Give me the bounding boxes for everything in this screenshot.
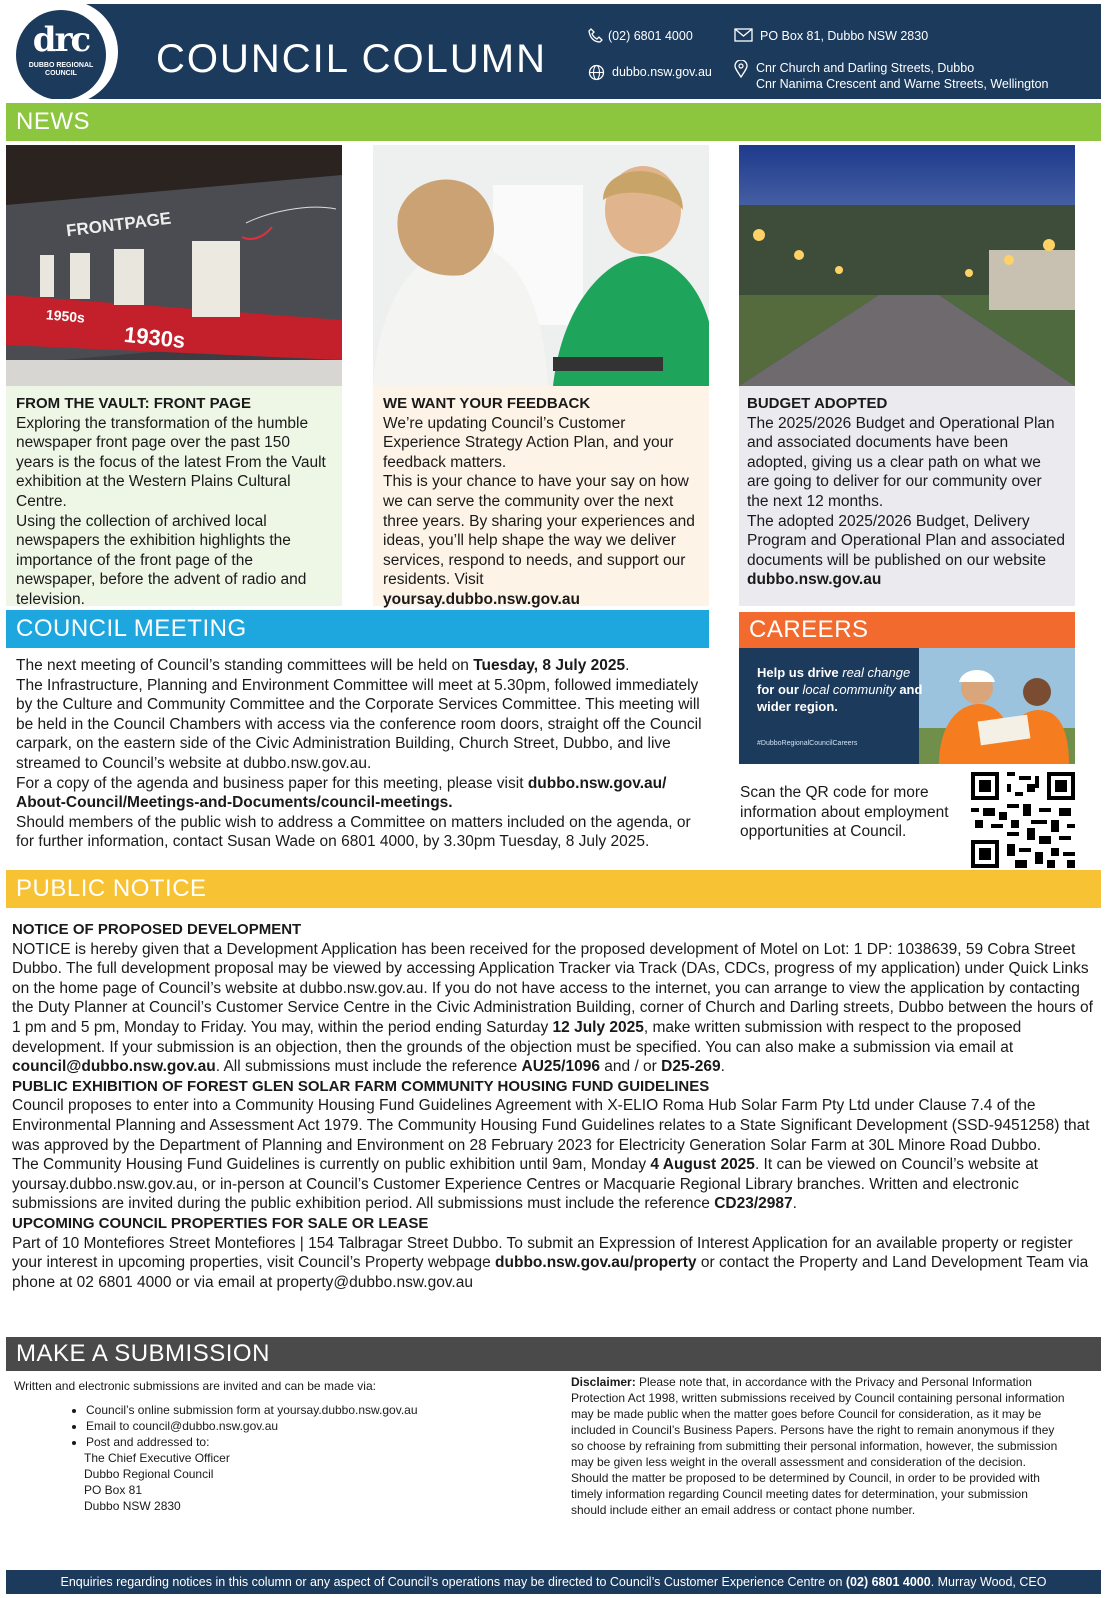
text-run: local community (802, 682, 896, 697)
submission-intro: Written and electronic submissions are invited and can be made via: (14, 1379, 376, 1393)
article-paragraph: The adopted 2025/2026 Budget, Delivery Program and Operational Plan and associated documents will be published on our website (747, 512, 1065, 569)
article-paragraph: We’re updating Council’s Customer Experience Strategy Action Plan, and your feedback matters. (383, 414, 674, 471)
property-link[interactable]: dubbo.nsw.gov.au/property (495, 1254, 697, 1272)
meeting-agenda-paragraph (16, 774, 706, 813)
notice-paragraph (12, 940, 1097, 1077)
website-link[interactable]: dubbo.nsw.gov.au (612, 65, 712, 79)
list-item: • Council’s online submission form at yoursay.dubbo.nsw.gov.au (86, 1402, 554, 1418)
logo-mark: drc (32, 20, 90, 60)
article-paragraph: Exploring the transformation of the humble newspaper front page over the past 150 years is the focus of the latest From the Vault exhibition at the Western Plains Cultural Centre. (16, 414, 326, 510)
text-run: . (625, 657, 630, 674)
notice-paragraph (12, 1234, 1097, 1293)
notice-title: UPCOMING COUNCIL PROPERTIES FOR SALE OR LEASE (12, 1214, 429, 1232)
website-link[interactable]: dubbo.nsw.gov.au (747, 571, 882, 589)
text-run: . (792, 1195, 797, 1213)
public-notice-heading: PUBLIC NOTICE (6, 870, 1101, 908)
text-run: . Murray Wood, CEO (930, 1575, 1047, 1589)
council-meeting-body (16, 656, 706, 870)
careers-banner[interactable] (739, 648, 1075, 764)
location-pin-icon (734, 60, 748, 78)
address-line: Dubbo Regional Council (84, 1467, 214, 1481)
phone-number: (02) 6801 4000 (608, 29, 693, 43)
customer-service-photo (373, 145, 709, 386)
phone-icon (588, 28, 604, 44)
text-run: real change (842, 665, 911, 680)
address-line: PO Box 81 (84, 1483, 143, 1497)
text-run: Part of 10 Montefiores Street Montefiores | 154 Talbragar Street Dubbo. To submit an Expression of Interest Application for an available property or register your interest in upcoming properties, visit Council’s Property webpage (12, 1234, 1073, 1272)
make-submission-heading: MAKE A SUBMISSION (6, 1337, 1101, 1371)
deadline-date: 12 July 2025 (552, 1018, 644, 1036)
text-run: NOTICE is hereby given that a Development Application has been received for the proposed development of Motel on Lot: 1 DP: 1038639, 59 Cobra Street Dubbo. The full development proposal may be viewed by accessing Application Tracker via Track (DAs, CDCs, progress of my application) under Quick Links on the home page of Council’s website at dubbo.nsw.gov.au. If you do not have access to the internet, you can arrange to view the application by contacting the Duty Planner at Council’s Customer Service Centre in the Civic Administration Building, corner of Church and Darling streets, Dubbo between the hours of 1 pm and 5 pm, Monday to Friday. You may, within the period ending Saturday (12, 940, 1093, 1036)
meetings-link[interactable]: dubbo.nsw.gov.au/ About-Council/Meetings-and-Documents/council-meetings. (16, 774, 667, 812)
disclaimer (571, 1374, 1065, 1518)
photo-caption-1930s: 1930s (122, 321, 187, 354)
street-night-photo (739, 145, 1075, 386)
masthead (6, 4, 1101, 99)
footer (6, 1570, 1101, 1594)
postal-address: PO Box 81, Dubbo NSW 2830 (760, 29, 929, 43)
street-illustration (739, 145, 1075, 386)
list-item: • Email to council@dubbo.nsw.gov.au (86, 1418, 554, 1434)
exhibition-date: 4 August 2025 (650, 1156, 755, 1174)
text-run: or contact the Property and Land Development Team via phone at 02 6801 4000 or via email at property@dubbo.nsw.gov.au (12, 1254, 1089, 1291)
notice-title: PUBLIC EXHIBITION OF FOREST GLEN SOLAR FARM COMMUNITY HOUSING FUND GUIDELINES (12, 1077, 710, 1095)
council-email-link[interactable]: council@dubbo.nsw.gov.au (12, 1058, 216, 1076)
meeting-details-paragraph: The Infrastructure, Planning and Environment Committee will meet at 5.30pm, followed immediately by the Culture and Community Committee and the Corporate Services Committee. This meeting will be held in the Council Chambers with access via the conference room doors, straight off the Council carpark, on the eastern side of the Civic Administration Building, Church Street, Dubbo, and live streamed to Council’s website at dubbo.nsw.gov.au. (16, 676, 702, 772)
postal-contact (734, 28, 994, 46)
address-wellington: Cnr Nanima Crescent and Warne Streets, Wellington (756, 77, 1049, 91)
street-addresses (734, 60, 1094, 94)
page-title: COUNCIL COLUMN (156, 37, 547, 81)
article-title: WE WANT YOUR FEEDBACK (383, 395, 591, 412)
notice-title: NOTICE OF PROPOSED DEVELOPMENT (12, 921, 302, 938)
phone-contact (588, 28, 718, 46)
globe-icon (588, 64, 605, 81)
meeting-date-paragraph (16, 656, 706, 676)
envelope-icon (734, 28, 753, 42)
careers-banner-text (757, 664, 927, 715)
address-line: The Chief Executive Officer (84, 1451, 230, 1465)
photo-caption-frontpage: FRONTPAGE (65, 208, 173, 241)
reference-number: D25-269 (661, 1058, 721, 1076)
news-article-vault (6, 386, 342, 606)
article-paragraph: This is your chance to have your say on how we can serve the community over the next three years. By sharing your experiences and ideas, you’ll help shape the way we deliver services, respond to needs, and support our residents. Visit (383, 473, 695, 589)
footer-phone: (02) 6801 4000 (845, 1575, 931, 1589)
article-title: BUDGET ADOPTED (747, 395, 888, 412)
qr-icon (971, 772, 1075, 868)
council-meeting-heading: COUNCIL MEETING (6, 610, 709, 648)
text-run: . It can be viewed on Council’s website at yoursay.dubbo.nsw.gov.au, or in-person at Council’s Customer Experience Centres or Macquarie Regional Library branches. Written and electronic submissions are invited during the public exhibition period. All submissions must include the reference (12, 1156, 1039, 1213)
text-run: and wider region. (757, 682, 923, 714)
notice-paragraph: Council proposes to enter into a Community Housing Fund Guidelines Agreement with X-ELIO Roma Hub Solar Farm Pty Ltd under Clause 7.4 of the Environmental Planning and Assessment Act 1979. The Community Housing Fund Guidelines relates to a State Significant Development (SSD-9451258) that was approved by the Department of Planning and Environment on 28 February 2023 for Electricity Generation Solar Farm at 30L Minore Road Dubbo. (12, 1097, 1090, 1154)
meeting-date: Tuesday, 8 July 2025 (473, 657, 626, 674)
article-paragraph: The 2025/2026 Budget and Operational Plan and associated documents have been adopted, giving us a clear path on what we are going to deliver for our community over the next 12 months. (747, 414, 1055, 510)
photo-caption-1950s: 1950s (45, 306, 86, 326)
text-run: . All submissions must include the reference (215, 1058, 522, 1076)
meeting-contact-paragraph: Should members of the public wish to address a Committee on matters included on the agenda, or for further information, contact Susan Wade on 6801 4000, by 3.30pm Tuesday, 8 July 2025. (16, 813, 691, 851)
submission-methods (14, 1378, 554, 1514)
article-title: FROM THE VAULT: FRONT PAGE (16, 395, 251, 412)
address-dubbo: Cnr Church and Darling Streets, Dubbo (756, 61, 975, 75)
public-notice-body (12, 920, 1097, 1330)
disclaimer-label: Disclaimer: (571, 1375, 636, 1389)
article-paragraph: Using the collection of archived local newspapers the exhibition highlights the importance of the front page of the newspaper, before the advent of radio and television. (16, 512, 307, 608)
text-run: Help us drive (757, 665, 843, 680)
notice-paragraph (12, 1155, 1097, 1214)
text-run: The Community Housing Fund Guidelines is currently on public exhibition until 9am, Monday (12, 1156, 651, 1174)
text-run: Enquiries regarding notices in this column or any aspect of Council’s operations may be directed to Council’s Customer Experience Centre on (60, 1575, 846, 1589)
reference-number: CD23/2987 (714, 1195, 793, 1213)
careers-photo (919, 648, 1075, 764)
postal-address-block (84, 1450, 554, 1514)
list-item: • Post and addressed to: (86, 1434, 554, 1450)
careers-qr-code[interactable] (971, 772, 1075, 868)
text-run: , make written submission with respect to the proposed development. If your submission is an objection, then the grounds of the objection must be specified. You can also make a submission via email at (12, 1018, 1022, 1056)
front-page-exhibition-photo (6, 145, 342, 386)
careers-text: Scan the QR code for more information about employment opportunities at Council. (740, 784, 949, 841)
website-contact (588, 64, 728, 82)
logo-text-line: COUNCIL (45, 70, 77, 77)
text-run: For a copy of the agenda and business paper for this meeting, please visit (16, 774, 528, 792)
text-run: The next meeting of Council’s standing committees will be held on (16, 657, 474, 674)
text-run: and / or (599, 1058, 662, 1076)
council-logo (16, 10, 106, 99)
news-article-budget (739, 386, 1075, 606)
feedback-illustration (373, 145, 709, 386)
careers-hashtag: #DubboRegionalCouncilCareers (757, 740, 858, 747)
text-run: for our (757, 682, 803, 697)
text-run: . (720, 1058, 725, 1076)
logo-text-line: DUBBO REGIONAL (28, 62, 94, 69)
careers-heading: CAREERS (739, 612, 1075, 648)
disclaimer-text: Please note that, in accordance with the Privacy and Personal Information Protection Act 1998, written submissions received by Council containing personal information may be made public when the matter goes before Council for consideration, as it may be included in Council’s Business Papers. Persons have the right to remain anonymous if they so choose by refraining from submitting their personal information, however, the submission may be given less weight in the overall assessment and consideration of the decision. Should the matter be proposed to be determined by Council, in order to be provided with timely information regarding Council meeting dates for determination, your submission should include either an email address or contact phone number. (571, 1375, 1065, 1517)
logo-text (16, 62, 106, 78)
news-heading: NEWS (6, 103, 1101, 141)
news-article-feedback (373, 386, 709, 606)
address-line: Dubbo NSW 2830 (84, 1499, 181, 1513)
reference-number: AU25/1096 (521, 1058, 600, 1076)
workers-illustration (919, 648, 1075, 764)
submission-list (86, 1402, 554, 1450)
yoursay-link[interactable]: yoursay.dubbo.nsw.gov.au (383, 590, 580, 608)
